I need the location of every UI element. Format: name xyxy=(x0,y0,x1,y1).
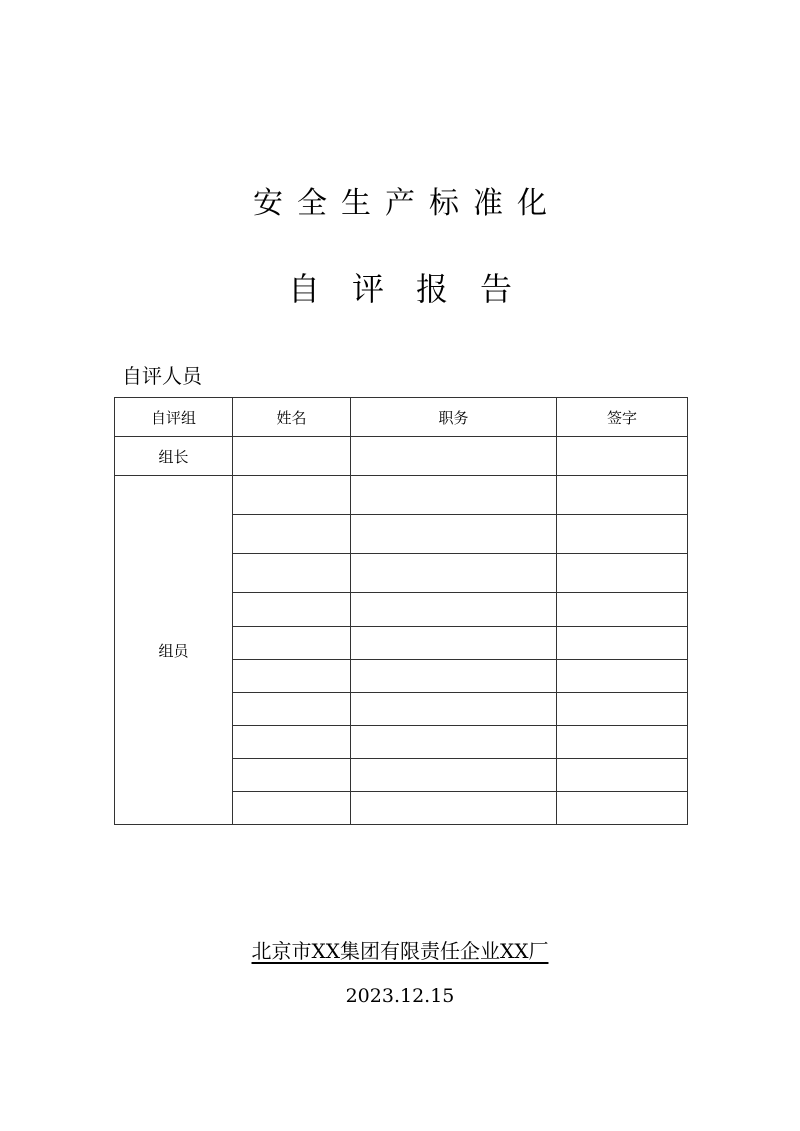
member-name-cell xyxy=(233,726,351,759)
member-name-cell xyxy=(233,693,351,726)
member-signature-cell xyxy=(557,693,688,726)
member-name-cell xyxy=(233,476,351,515)
table-row-leader xyxy=(115,437,688,476)
member-name-cell xyxy=(233,759,351,792)
member-name-cell xyxy=(233,593,351,627)
self-evaluation-personnel-table xyxy=(114,397,688,825)
member-signature-cell xyxy=(557,759,688,792)
member-name-cell xyxy=(233,554,351,593)
member-name-cell xyxy=(233,660,351,693)
table-row xyxy=(115,476,688,515)
header-name: 姓名 xyxy=(233,398,351,437)
member-signature-cell xyxy=(557,660,688,693)
member-position-cell xyxy=(351,660,557,693)
member-signature-cell xyxy=(557,476,688,515)
header-position: 职务 xyxy=(351,398,557,437)
leader-position-cell xyxy=(351,437,557,476)
member-position-cell xyxy=(351,593,557,627)
member-signature-cell xyxy=(557,554,688,593)
member-position-cell xyxy=(351,554,557,593)
member-name-cell xyxy=(233,792,351,825)
report-date: 2023.12.15 xyxy=(345,985,455,1007)
member-signature-cell xyxy=(557,593,688,627)
member-signature-cell xyxy=(557,726,688,759)
leader-label: 组长 xyxy=(115,437,233,476)
member-signature-cell xyxy=(557,627,688,660)
member-position-cell xyxy=(351,792,557,825)
member-position-cell xyxy=(351,476,557,515)
organization-line xyxy=(0,936,800,966)
table-header-row xyxy=(115,398,688,437)
member-signature-cell xyxy=(557,792,688,825)
section-label: 自评人员 xyxy=(122,364,202,388)
header-signature: 签字 xyxy=(557,398,688,437)
leader-signature-cell xyxy=(557,437,688,476)
header-group: 自评组 xyxy=(115,398,233,437)
member-position-cell xyxy=(351,627,557,660)
member-position-cell xyxy=(351,759,557,792)
member-position-cell xyxy=(351,726,557,759)
member-position-cell xyxy=(351,693,557,726)
document-title-line1: 安全生产标准化 xyxy=(253,186,561,221)
member-signature-cell xyxy=(557,515,688,554)
member-position-cell xyxy=(351,515,557,554)
member-name-cell xyxy=(233,627,351,660)
organization-name: 北京市XX集团有限责任企业XX厂 xyxy=(251,939,549,963)
leader-name-cell xyxy=(233,437,351,476)
document-title-line2: 自评报告 xyxy=(287,270,544,308)
member-name-cell xyxy=(233,515,351,554)
members-label: 组员 xyxy=(115,476,233,825)
